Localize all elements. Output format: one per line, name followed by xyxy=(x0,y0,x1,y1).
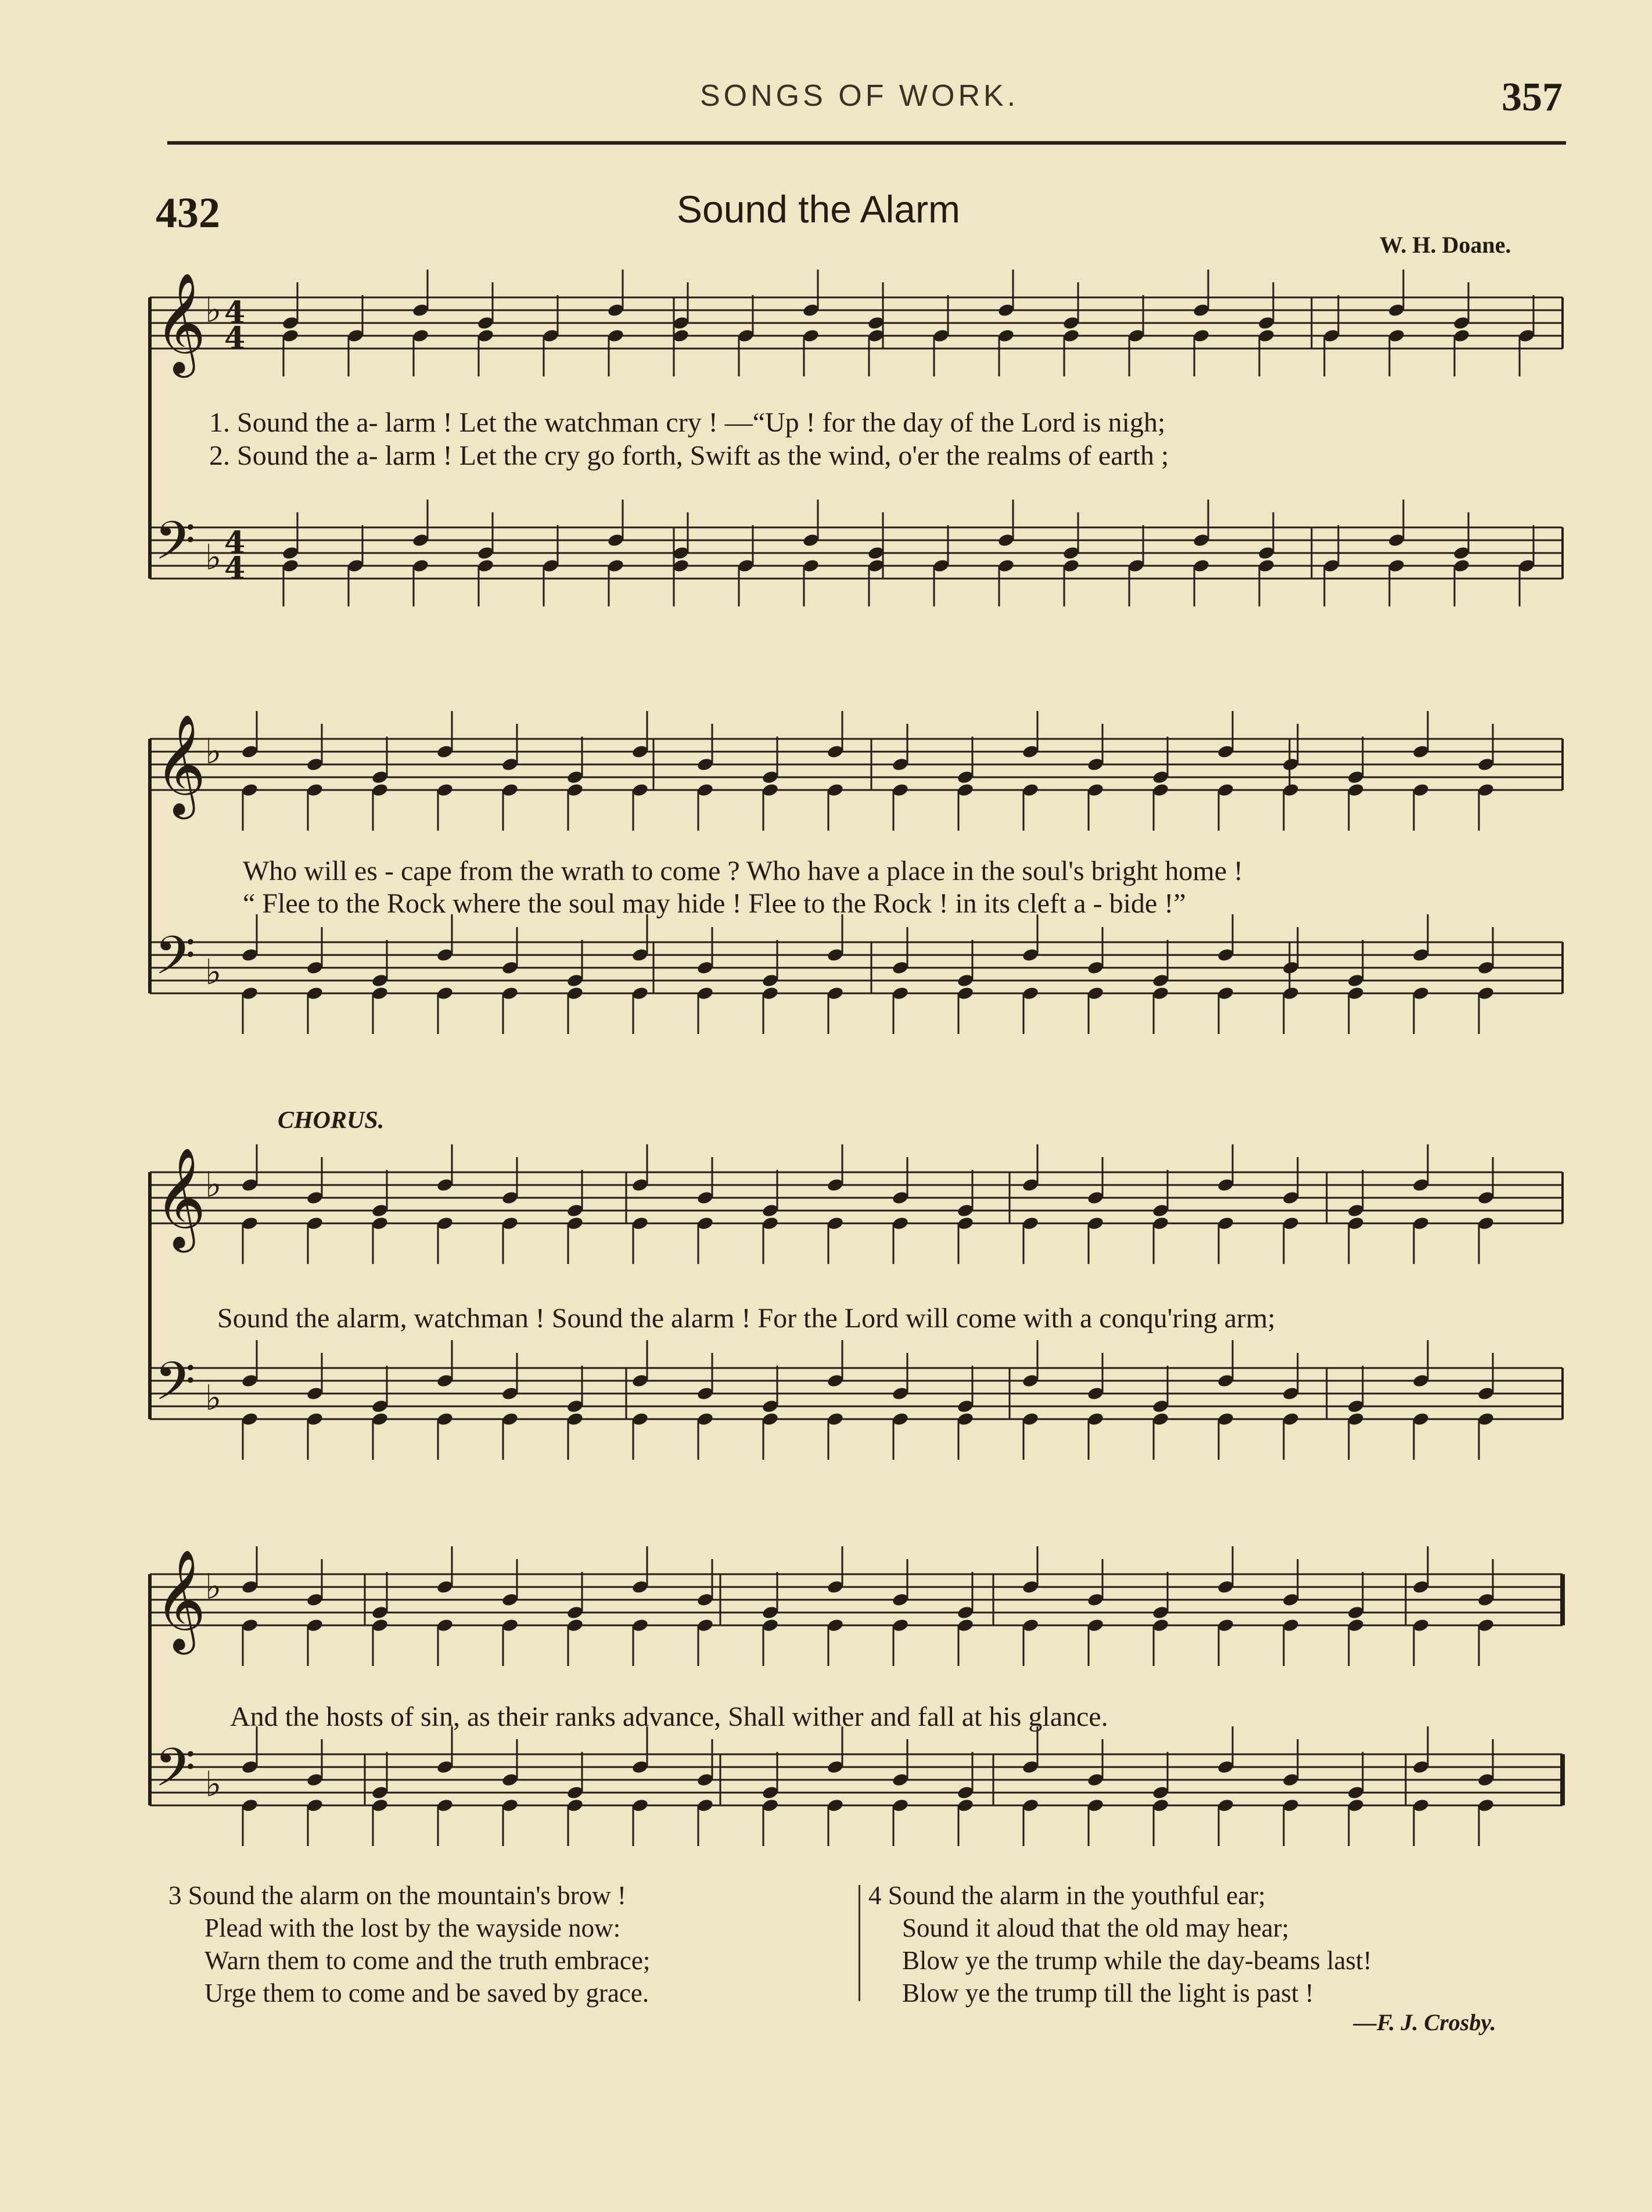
key-flat-icon: ♭ xyxy=(205,1165,222,1205)
treble-clef-icon: 𝄞 xyxy=(155,1549,206,1650)
page-number: 357 xyxy=(1502,75,1563,120)
bass-clef-icon: 𝄢 xyxy=(155,1737,196,1811)
stanza-line: Urge them to come and be saved by grace. xyxy=(204,1978,649,2008)
bass-clef-icon: 𝄢 xyxy=(155,1351,196,1425)
composer-credit: W. H. Doane. xyxy=(1380,232,1511,258)
time-signature-icon: 4 xyxy=(224,525,246,561)
time-signature-icon: 4 xyxy=(224,321,246,356)
running-head: SONGS OF WORK. xyxy=(700,79,1019,113)
lyrics-system2-verse2: “ Flee to the Rock where the soul may hide ! Flee to the Rock ! in its cleft a - bide !” xyxy=(243,888,1186,919)
treble-clef-icon: 𝄞 xyxy=(155,1147,206,1248)
key-flat-icon: ♭ xyxy=(205,731,222,772)
stanza-line: Sound the alarm on the mountain's brow ! xyxy=(188,1881,626,1910)
author-credit: —F. J. Crosby. xyxy=(1353,2009,1496,2035)
key-flat-icon: ♭ xyxy=(205,1567,222,1607)
stanza-4 xyxy=(868,1879,1372,2009)
key-flat-icon: ♭ xyxy=(205,952,222,993)
stanza-line: Sound the alarm in the youthful ear; xyxy=(888,1881,1266,1910)
lyrics-system1-verse1: 1. Sound the a- larm ! Let the watchman cry ! —“Up ! for the day of the Lord is nigh; xyxy=(209,407,1166,438)
time-signature-icon: 4 xyxy=(224,551,246,586)
hymn-number: 432 xyxy=(156,189,220,237)
key-flat-icon: ♭ xyxy=(205,290,222,331)
lyrics-system3: Sound the alarm, watchman ! Sound the alarm ! For the Lord will come with a conqu'ring arm; xyxy=(217,1303,1276,1334)
lyrics-system1-verse2: 2. Sound the a- larm ! Let the cry go forth, Swift as the wind, o'er the realms of earth ; xyxy=(209,440,1169,471)
bass-clef-icon: 𝄢 xyxy=(155,510,196,584)
time-signature-icon: 4 xyxy=(224,295,246,331)
lyrics-system4: And the hosts of sin, as their ranks advance, Shall wither and fall at his glance. xyxy=(230,1701,1108,1732)
key-flat-icon: ♭ xyxy=(205,1764,222,1805)
stanza-line: Plead with the lost by the wayside now: xyxy=(204,1913,621,1942)
stanza-number: 4 xyxy=(868,1881,882,1910)
lyrics-system2-verse1: Who will es - cape from the wrath to come ? Who have a place in the soul's bright home ! xyxy=(243,856,1243,886)
stanza-line: Blow ye the trump while the day-beams last! xyxy=(902,1946,1372,1975)
key-flat-icon: ♭ xyxy=(205,537,222,578)
stanza-number: 3 xyxy=(168,1881,182,1910)
stanza-line: Blow ye the trump till the light is past ! xyxy=(902,1978,1314,2008)
treble-clef-icon: 𝄞 xyxy=(155,272,206,374)
key-flat-icon: ♭ xyxy=(205,1378,222,1419)
stanza-line: Sound it aloud that the old may hear; xyxy=(902,1913,1290,1942)
stanza-line: Warn them to come and the truth embrace; xyxy=(204,1946,651,1975)
stanza-3 xyxy=(168,1879,650,2009)
stanza-divider xyxy=(859,1885,860,2001)
treble-clef-icon: 𝄞 xyxy=(155,714,206,815)
bass-clef-icon: 𝄢 xyxy=(155,925,196,999)
hymn-title: Sound the Alarm xyxy=(677,188,960,231)
chorus-label: CHORUS. xyxy=(278,1107,385,1134)
